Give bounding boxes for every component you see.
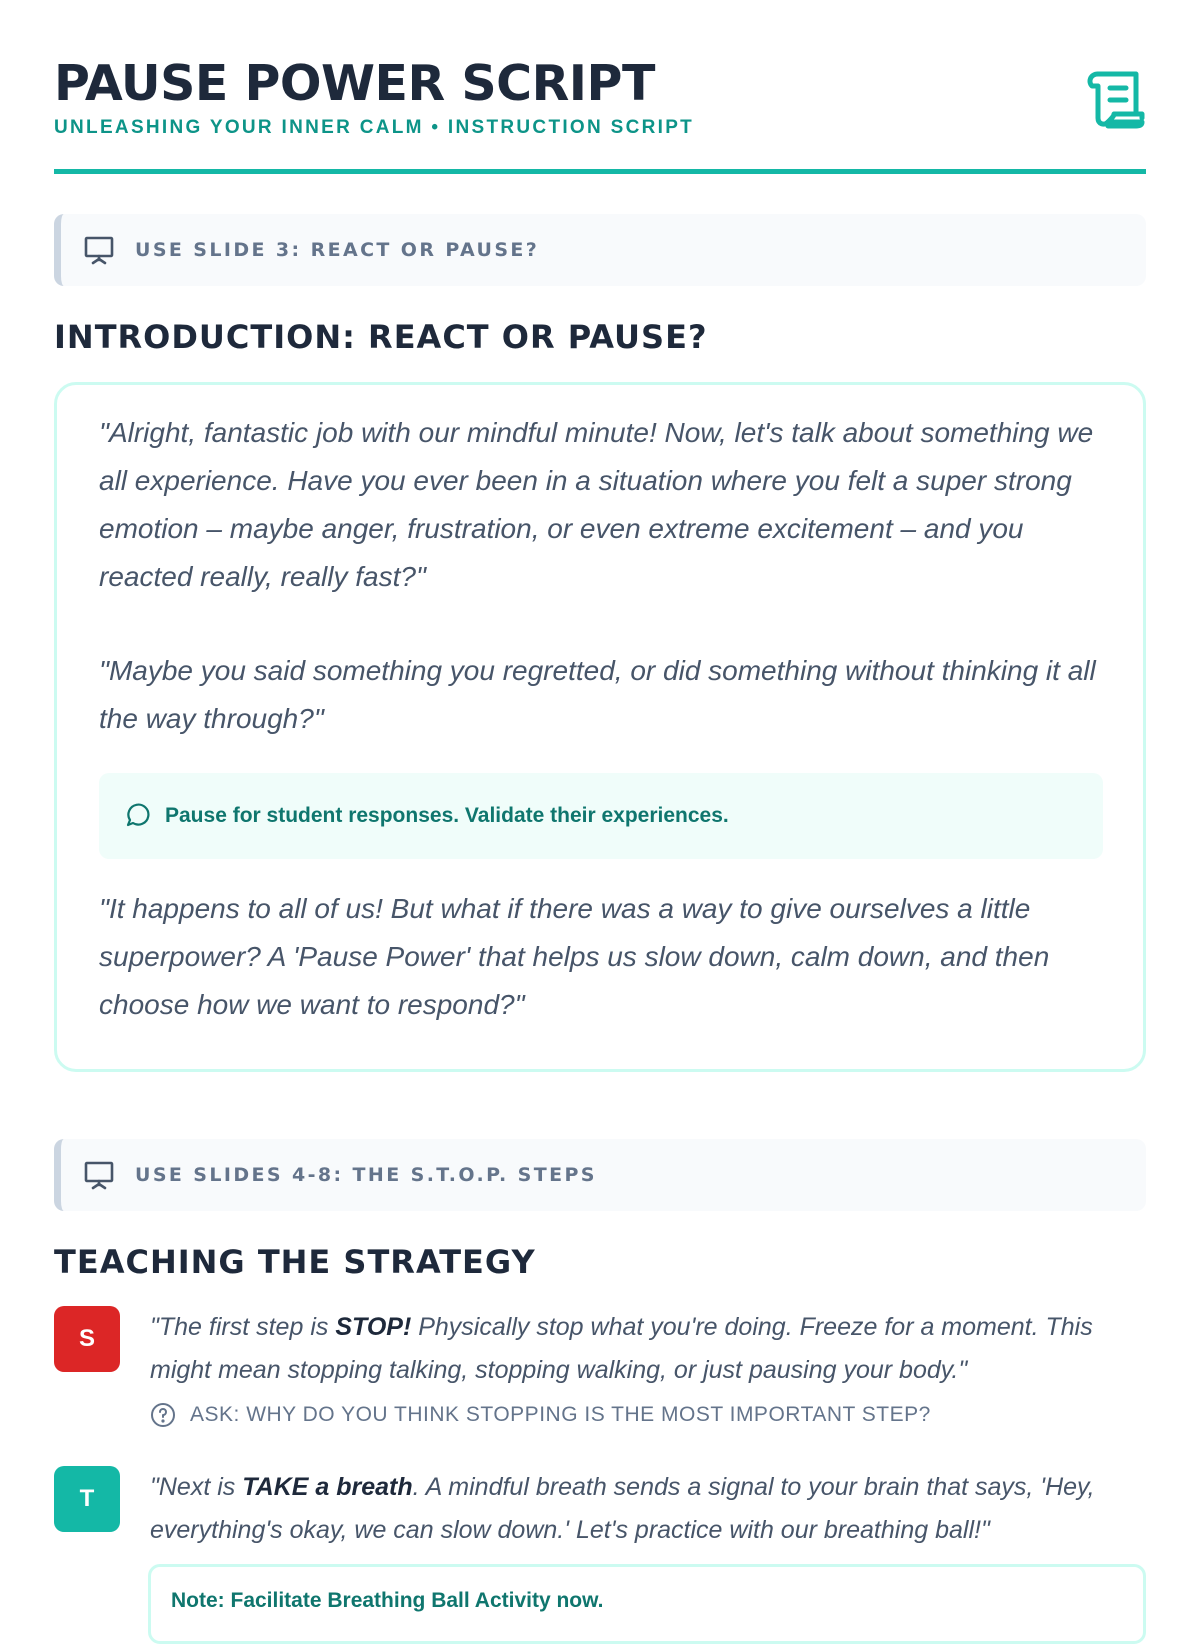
step-keyword: STOP! — [335, 1313, 412, 1341]
page-title: PAUSE POWER SCRIPT — [54, 55, 655, 112]
slide-label: USE SLIDE 3: REACT OR PAUSE? — [135, 239, 540, 261]
script-quote: "Alright, fantastic job with our mindful minute! Now, let's talk about something we all experience. Have you ever been in a situation where you felt a super strong emotion – maybe anger, frustration, or even extreme excitement – and you reacted really, really fast?" — [99, 417, 1094, 592]
script-quote: "Maybe you said something you regretted, or did something without thinking it all the way through?" — [99, 655, 1096, 734]
step-text: "The first step is STOP! Physically stop what you're doing. Freeze for a moment. This might mean stopping talking, stopping walking, or just pausing your body." — [150, 1313, 1093, 1384]
page-subtitle: UNLEASHING YOUR INNER CALM • INSTRUCTION SCRIPT — [54, 117, 695, 138]
presentation-icon — [83, 234, 115, 266]
step-text: "Next is TAKE a breath. A mindful breath sends a signal to your brain that says, 'Hey, everything's okay, we can slow down.' Let's practice with our breathing ball!" — [150, 1473, 1095, 1544]
step-badge-s: S — [54, 1306, 120, 1372]
slide-banner-1 — [54, 214, 1146, 286]
chat-bubble-icon — [123, 802, 151, 830]
pause-instruction — [99, 773, 1103, 859]
scroll-icon — [1084, 68, 1146, 128]
pause-instruction-text: Pause for student responses. Validate their experiences. — [165, 804, 729, 827]
facilitator-note: Note: Facilitate Breathing Ball Activity now. — [148, 1564, 1146, 1644]
slide-label: USE SLIDES 4-8: THE S.T.O.P. STEPS — [135, 1164, 597, 1186]
ask-text: ASK: WHY DO YOU THINK STOPPING IS THE MOST IMPORTANT STEP? — [190, 1403, 931, 1426]
presentation-icon — [83, 1159, 115, 1191]
page-header — [54, 0, 1146, 174]
question-circle-icon — [150, 1402, 176, 1428]
script-card — [54, 382, 1146, 1072]
ask-prompt — [150, 1402, 931, 1428]
step-keyword: TAKE a breath — [242, 1473, 413, 1501]
section-heading-introduction: INTRODUCTION: REACT OR PAUSE? — [54, 318, 708, 356]
script-quote: "It happens to all of us! But what if there was a way to give ourselves a little superpower? A 'Pause Power' that helps us slow down, calm down, and then choose how we want to respond?" — [99, 893, 1050, 1020]
section-heading-teaching: TEACHING THE STRATEGY — [54, 1243, 536, 1281]
slide-banner-2 — [54, 1139, 1146, 1211]
step-badge-t: T — [54, 1466, 120, 1532]
